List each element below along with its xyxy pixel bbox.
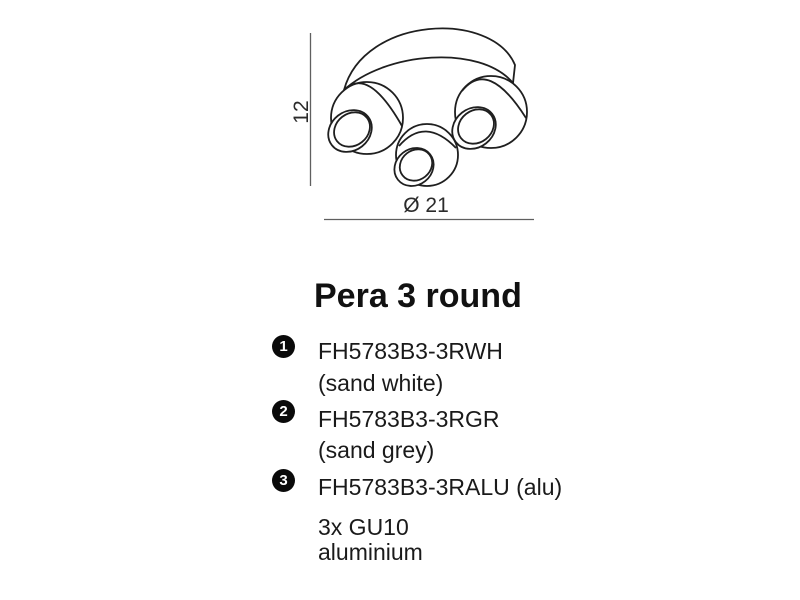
variant-1-code: FH5783B3-3RWH — [318, 338, 503, 364]
diameter-dimension-line — [324, 194, 534, 220]
variant-1-finish: (sand white) — [318, 370, 444, 396]
variant-3-badge: 3 — [272, 469, 295, 492]
height-dimension-line — [290, 33, 313, 186]
variant-1-badge: 1 — [272, 335, 295, 358]
variant-2-code: FH5783B3-3RGR — [318, 406, 500, 432]
lamp-spec: 3x GU10 — [318, 514, 409, 540]
material-spec: aluminium — [318, 539, 423, 565]
product-title: Pera 3 round — [314, 277, 522, 315]
dimension-height-label: 12 — [290, 100, 313, 124]
variant-2-finish: (sand grey) — [318, 437, 435, 463]
variant-2-badge: 2 — [272, 400, 295, 423]
spot-left — [320, 82, 403, 161]
variant-3-code: FH5783B3-3RALU (alu) — [318, 474, 563, 500]
dimension-diameter-label: Ø 21 — [403, 194, 449, 217]
